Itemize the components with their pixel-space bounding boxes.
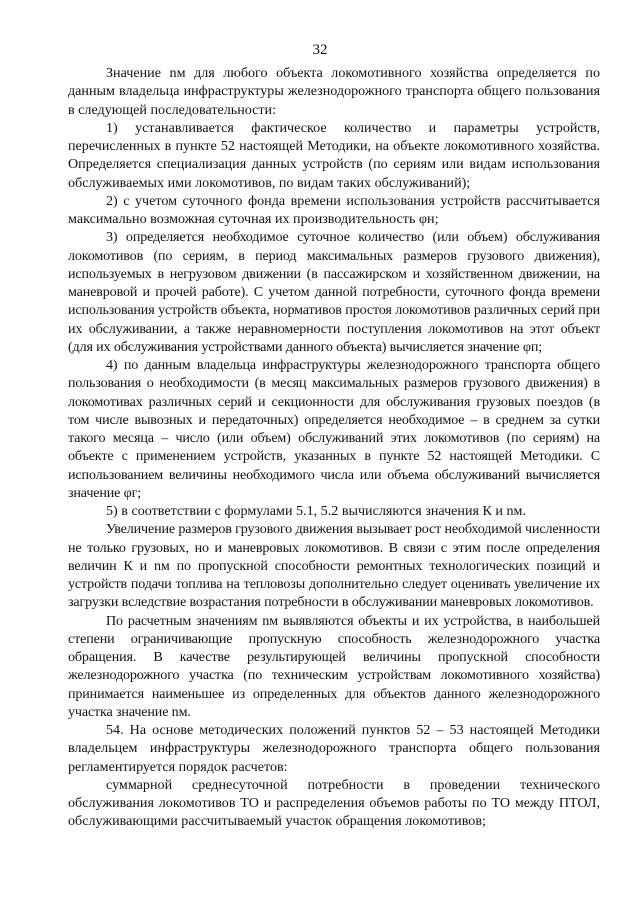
paragraph-intro: Значение nм для любого объекта локомотивного хозяйства определяется по данным владельца инфраструктуры железнодорожного транспорта общего пользования в следующей последовательности:: [68, 65, 600, 118]
paragraph-item-54: 54. На основе методических положений пунктов 52 – 53 настоящей Методики владельцем инфраструктуры железнодорожного транспорта общего пользования регламентируется порядок расчетов:: [68, 722, 600, 775]
paragraph-step-1: 1) устанавливается фактическое количество и параметры устройств, перечисленных в пункте 52 настоящей Методики, на объекте локомотивного хозяйства. Определяется специализация данных устройств (по сериям или видам использования обслуживаемых ими локомотивов, по видам таких обслуживаний);: [68, 119, 600, 191]
paragraph-step-4: 4) по данным владельца инфраструктуры железнодорожного транспорта общего пользования о необходимости (в месяц максимальных размеров грузового движения) в локомотивах различных серий и секционности для обслуживания грузовых поездов (в том числе вывозных и передаточных) определяется необходимое – в среднем за сутки такого месяца – число (или объем) обслуживаний этих локомотивов (по сериям) на объекте с применением устройств, указанных в пункте 52 настоящей Методики. С использованием величины необходимого числа или объема обслуживаний вычисляется значение φг;: [68, 357, 600, 501]
body-text: [68, 64, 600, 831]
paragraph-freight-growth: Увеличение размеров грузового движения вызывает рост необходимой численности не только грузовых, но и маневровых локомотивов. В связи с этим после определения величин К и nм по пропускной способности ремонтных технологических позиций и устройств подачи топлива на тепловозы дополнительно следует оценивать увеличение их загрузки вследствие возрастания потребности в обслуживании маневровых локомотивов.: [68, 521, 600, 611]
paragraph-step-3: 3) определяется необходимое суточное количество (или объем) обслуживания локомотивов (по сериям, в период максимальных размеров грузового движения), используемых в негрузовом движении (в пассажирском и хозяйственном движении, на маневровой и прочей работе). С учетом данной потребности, суточного фонда времени использования устройств объекта, нормативов простоя локомотивов различных серий при их обслуживании, а также неравномерности поступления локомотивов на этот объект (для их обслуживания устройствами данного объекта) вычисляется значение φп;: [68, 229, 600, 355]
page-number: 32: [312, 42, 328, 58]
paragraph-bottleneck: По расчетным значениям nм выявляются объекты и их устройства, в наибольшей степени ограничивающие пропускную способность железнодорожного участка обращения. В качестве результирующей величины пропускной способности железнодорожного участка (по техническим устройствам локомотивного хозяйства) принимается наименьшее из определенных для объектов данного железнодорожного участка значение nм.: [68, 612, 600, 720]
paragraph-step-2: 2) с учетом суточного фонда времени использования устройств рассчитывается максимально возможная суточная их производительность φн;: [68, 192, 600, 227]
paragraph-step-5: 5) в соответствии с формулами 5.1, 5.2 вычисляются значения К и nм.: [106, 503, 526, 519]
paragraph-maintenance-demand: суммарной среднесуточной потребности в проведении технического обслуживания локомотивов ТО и распределения объемов работы по ТО между ПТОЛ, обслуживающими рассчитываемый участок обращения локомотивов;: [68, 776, 600, 830]
